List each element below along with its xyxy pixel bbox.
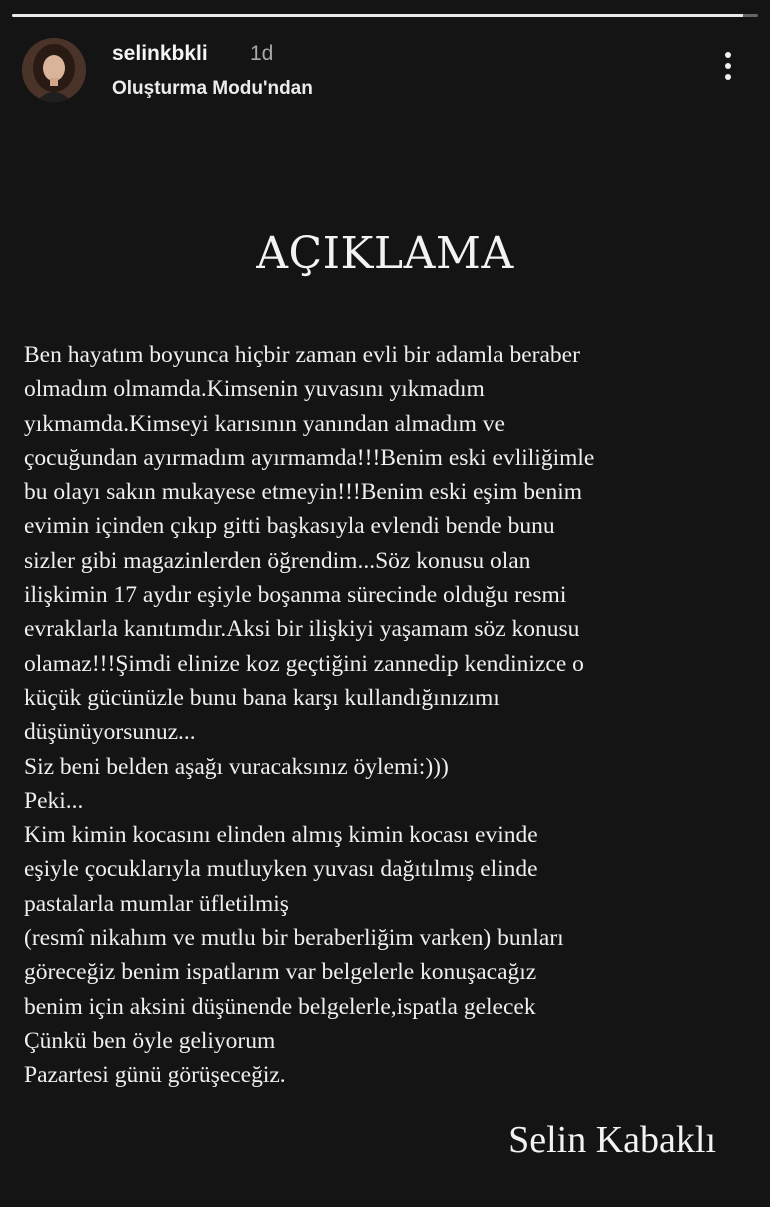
text-line: pastalarla mumlar üfletilmiş: [24, 890, 289, 917]
more-options-button[interactable]: [720, 52, 736, 92]
text-line: eşiyle çocuklarıyla mutluyken yuvası dağıtılmış elinde: [24, 856, 538, 883]
story-header: [22, 38, 748, 104]
text-line: düşünüyorsunuz...: [24, 719, 196, 746]
avatar[interactable]: [22, 38, 86, 102]
text-line: evraklarla kanıtımdır.Aksi bir ilişkiyi yaşamam söz konusu: [24, 616, 580, 643]
text-line: göreceğiz benim ispatlarım var belgelerle konuşacağız: [24, 959, 537, 986]
text-line: olamaz!!!Şimdi elinize koz geçtiğini zannedip kendinizce o: [24, 650, 584, 677]
announcement-text: [24, 338, 756, 1093]
vertical-dots-icon: [725, 63, 731, 69]
text-line: Kim kimin kocasını elinden almış kimin kocası evinde: [24, 822, 538, 849]
text-line: bu olayı sakın mukayese etmeyin!!!Benim eski eşim benim: [24, 479, 582, 506]
signature: Selin Kabaklı: [508, 1119, 716, 1161]
text-line: olmadım olmamda.Kimsenin yuvasını yıkmadım: [24, 376, 485, 403]
text-line: çocuğundan ayırmadım ayırmamda!!!Benim eski evliliğimle: [24, 444, 595, 471]
text-line: yıkmamda.Kimseyi karısının yanından almadım ve: [24, 410, 505, 437]
profile-photo-icon: [22, 38, 86, 102]
text-line: Pazartesi günü görüşeceğiz.: [24, 1062, 286, 1089]
text-line: (resmî nikahım ve mutlu bir beraberliğim varken) bunları: [24, 925, 564, 952]
vertical-dots-icon: [725, 74, 731, 80]
text-line: küçük gücünüzle bunu bana karşı kullandığınızımı: [24, 684, 500, 711]
announcement-title: AÇIKLAMA: [256, 228, 514, 279]
text-line: Ben hayatım boyunca hiçbir zaman evli bir adamla beraber: [24, 342, 580, 368]
post-source-label: Oluşturma Modu'ndan: [112, 78, 313, 99]
post-time: 1d: [250, 42, 274, 65]
text-line: evimin içinden çıkıp gitti başkasıyla evlendi bende bunu: [24, 513, 555, 540]
text-line: sizler gibi magazinlerden öğrendim...Söz konusu olan: [24, 547, 531, 574]
text-line: ilişkimin 17 aydır eşiyle boşanma sürecinde olduğu resmi: [24, 582, 567, 609]
story-progress-bar: [12, 14, 758, 17]
text-line: Peki...: [24, 787, 84, 814]
vertical-dots-icon: [725, 52, 731, 58]
text-line: benim için aksini düşünende belgelerle,ispatla gelecek: [24, 993, 536, 1020]
text-line: Çünkü ben öyle geliyorum: [24, 1027, 276, 1054]
story-progress-fill: [12, 14, 743, 17]
text-line: Siz beni belden aşağı vuracaksınız öylemi:))): [24, 753, 449, 780]
username[interactable]: selinkbkli: [112, 42, 208, 65]
